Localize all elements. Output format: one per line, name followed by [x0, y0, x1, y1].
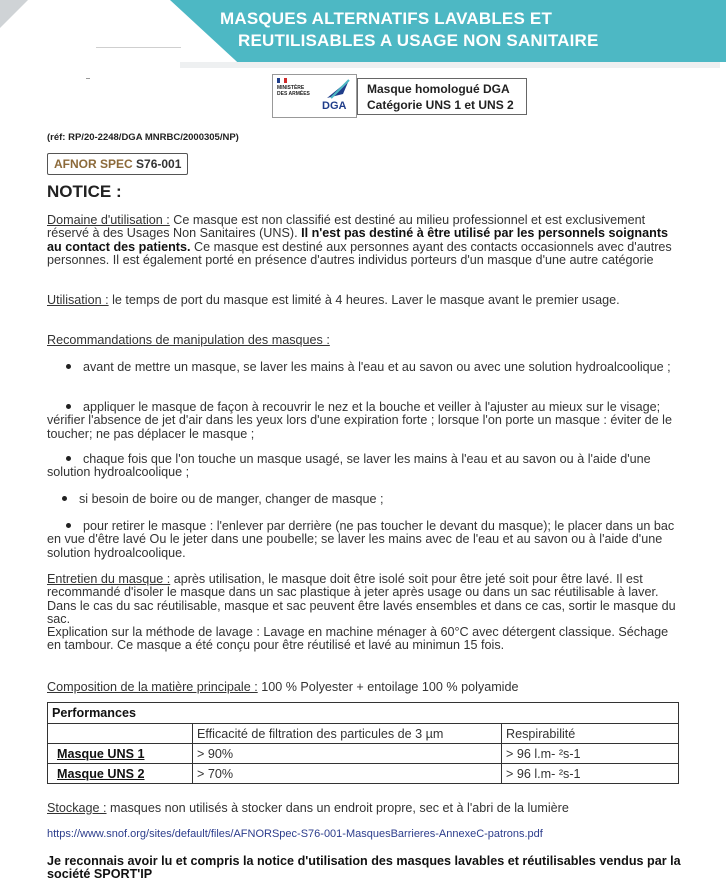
table-cell: > 70% [193, 764, 502, 784]
ministere-dga-logo [272, 74, 357, 118]
table-cell: > 96 l.m- ²s-1 [502, 764, 679, 784]
list-item: appliquer le masque de façon à recouvrir le nez et la bouche et veiller à l'ajuster au mieux sur le visage; vérifier l'absence de jet d'air dans les yeux lors d'une expiration forte ; lorsque l'on porte un masque : éviter de le toucher; ne pas déplacer le masque ; [47, 400, 672, 441]
utilisation-text: le temps de port du masque est limité à 4 heures. Laver le masque avant le premier usage. [108, 293, 620, 307]
entretien-text: après utilisation, le masque doit être isolé soit pour être jeté soit pour être lavé. Il est recommandé d'isoler le masque dans un sac plastique à jeter après usage ou dans un sac réutilisable à laver. Dans le cas du sac réutilisable, masque et sac peuvent être lavés ensembles et dans ce cas, sortir le masque du sac. [47, 572, 676, 626]
dga-swoosh-icon [323, 78, 353, 100]
french-flag-icon [277, 78, 287, 83]
acknowledgement-text: Je reconnais avoir lu et compris la notice d'utilisation des masques lavables et réutilisables vendus par la société SPORT'IP [47, 854, 681, 882]
corner-fold [0, 0, 28, 28]
domaine-warning: Il n'est pas destiné à être utilisé par les personnels soignants au contact des patients. [47, 226, 669, 254]
list-item: si besoin de boire ou de manger, changer de masque ; [47, 493, 677, 506]
bullet-icon [66, 456, 71, 461]
bullet-icon [66, 404, 71, 409]
afnor-number: S76-001 [136, 157, 182, 171]
pattern-link[interactable]: https://www.snof.org/sites/default/files/AFNORSpec-S76-001-MasquesBarrieres-AnnexeC-patrons.pdf [47, 828, 543, 840]
column-header-respirabilite: Respirabilité [502, 724, 679, 744]
table-row [48, 764, 679, 784]
homologation-box [357, 78, 527, 115]
table-row [48, 703, 679, 724]
entretien-section [47, 573, 677, 653]
table-cell: > 96 l.m- ²s-1 [502, 744, 679, 764]
stockage-section [47, 802, 677, 815]
list-item: chaque fois que l'on touche un masque usagé, se laver les mains à l'eau et au savon ou à l'aide d'une solution hydroalcoolique ; [47, 452, 651, 480]
reference-number: (réf: RP/20-2248/DGA MNRBC/2000305/NP) [47, 132, 239, 143]
utilisation-heading: Utilisation : [47, 293, 109, 307]
performances-title: Performances [48, 703, 679, 724]
utilisation-section [47, 294, 677, 307]
table-row [48, 724, 679, 744]
list-item: avant de mettre un masque, se laver les mains à l'eau et au savon ou avec une solution hydroalcoolique ; [47, 361, 677, 374]
domaine-text: Ce masque est non classifié est destiné au milieu professionnel et est exclusivement réservé à des Usages Non Sanitaires (UNS). [47, 213, 646, 241]
dga-logo-text: DGA [322, 100, 347, 112]
recommandations-heading: Recommandations de manipulation des masques : [47, 333, 330, 347]
divider [86, 78, 90, 79]
domaine-heading: Domaine d'utilisation : [47, 213, 170, 227]
bullet-icon [66, 364, 71, 369]
table-row [48, 744, 679, 764]
domaine-text-2: Ce masque est destiné aux personnes ayant des contacts occasionnels avec d'autres personnes. Il est également porté en présence d'autres individus porteurs d'un masque d'une autre catégorie [47, 239, 672, 267]
ministere-label: MINISTÈRE DES ARMÉES [277, 85, 310, 97]
list-item: pour retirer le masque : l'enlever par derrière (ne pas toucher le devant du masque); le placer dans un bac en vue d'être lavé Ou le jeter dans une poubelle; se laver les mains avec de l'eau et au savon ou à l'aide d'une solution hydroalcoolique. [47, 519, 675, 560]
afnor-label: AFNOR SPEC [54, 157, 133, 171]
column-header-filtration: Efficacité de filtration des particules de 3 µm [193, 724, 502, 744]
divider [96, 47, 181, 48]
lavage-text: Explication sur la méthode de lavage : Lavage en machine ménager à 60°C avec détergent classique. Séchage en tambour. Ce masque a été conçu pour être réutilisé et lavé au minimun 15 fois. [47, 625, 669, 653]
table-cell: > 90% [193, 744, 502, 764]
performances-table [47, 702, 679, 784]
homologation-line2: Catégorie UNS 1 et UNS 2 [367, 98, 514, 112]
row-header: Masque UNS 2 [48, 764, 193, 784]
bullet-icon [62, 496, 67, 501]
stockage-heading: Stockage : [47, 801, 107, 815]
row-header: Masque UNS 1 [48, 744, 193, 764]
notice-title: NOTICE : [47, 182, 122, 201]
stockage-text: masques non utilisés à stocker dans un endroit propre, sec et à l'abri de la lumière [106, 801, 569, 815]
bullet-icon [66, 523, 71, 528]
homologation-line1: Masque homologué DGA [367, 82, 510, 96]
banner-shadow [180, 62, 720, 68]
document-title: MASQUES ALTERNATIFS LAVABLES ET REUTILISABLES A USAGE NON SANITAIRE [220, 9, 599, 50]
afnor-badge [47, 153, 188, 175]
composition-section [47, 681, 677, 694]
composition-text: 100 % Polyester + entoilage 100 % polyamide [257, 680, 519, 694]
table-cell [48, 724, 193, 744]
entretien-heading: Entretien du masque : [47, 572, 171, 586]
domaine-section [47, 214, 677, 267]
composition-heading: Composition de la matière principale : [47, 680, 258, 694]
